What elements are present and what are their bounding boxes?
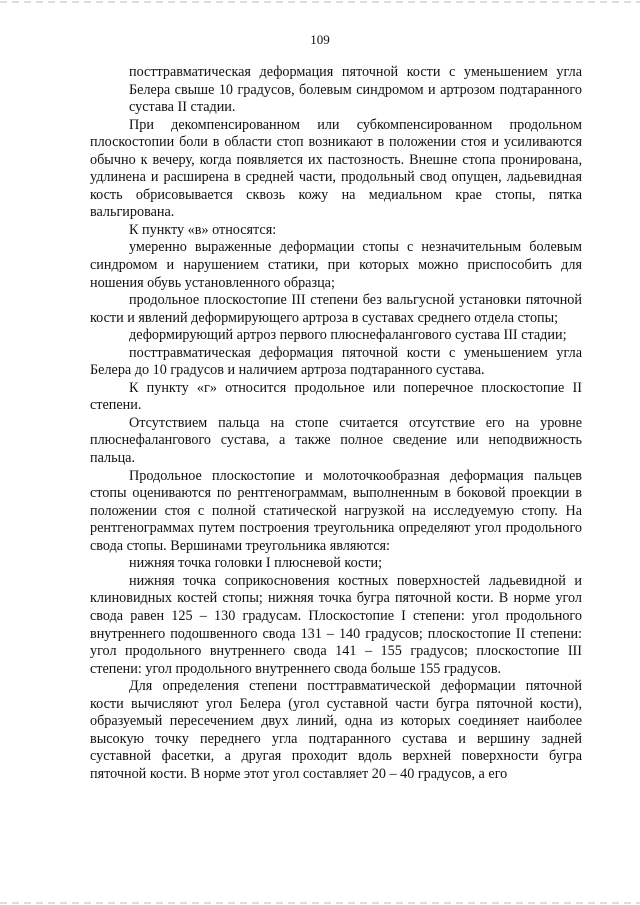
paragraph: Для определения степени посттравматической деформации пяточной кости вычисляют угол Белера (угол суставной части бугра пяточной кости), образуемый пересечением двух линий, одна из которых соединяет наиболее высокую точку переднего угла подтаранного сустава и вершину задней суставной фасетки, а другая проходит вдоль верхней поверхности бугра пяточной кости. В норме этот угол составляет 20 – 40 градусов, а его (90, 678, 582, 782)
paragraph: посттравматическая деформация пяточной кости с уменьшением угла Белера свыше 10 градусов, болевым синдромом и артрозом подтаранного сустава II стадии. (129, 64, 582, 116)
paragraph: При декомпенсированном или субкомпенсированном продольном плоскостопии боли в области стоп возникают в положении стоя и усиливаются обычно к вечеру, когда появляется их пастозность. Внешне стопа пронирована, удлинена и расширена в средней части, продольный свод опущен, ладьевидная кость обрисовывается сквозь кожу на медиальном крае стопы, пятка вальгирована. (90, 116, 582, 221)
paragraph: нижняя точка головки I плюсневой кости; (129, 555, 383, 572)
page-number: 109 (310, 32, 330, 47)
body-text (90, 64, 582, 783)
paragraph: К пункту «в» относятся: (129, 221, 277, 238)
paragraph: Продольное плоскостопие и молоточкообразная деформация пальцев стопы оцениваются по рентгенограммам, выполненным в боковой проекции в положении стоя с полной статической нагрузкой на исследуемую стопу. На рентгенограммах путем построения треугольника определяют угол продольного свода стопы. Вершинами треугольника являются: (90, 467, 582, 554)
paragraph: умеренно выраженные деформации стопы с незначительным болевым синдромом и нарушением статики, при которых можно приспособить для ношения обувь установленного образца; (90, 239, 582, 291)
paragraph: Отсутствием пальца на стопе считается отсутствие его на уровне плюснефалангового сустава, а также полное сведение или неподвижность пальца. (90, 414, 582, 467)
paragraph: продольное плоскостопие III степени без вальгусной установки пяточной кости и явлений деформирующего артроза в суставах среднего отдела стопы; (90, 292, 582, 326)
scan-edge-bottom (0, 902, 640, 904)
scan-edge-top (0, 1, 640, 3)
paragraph: К пункту «г» относится продольное или поперечное плоскостопие II степени. (90, 379, 582, 414)
paragraph: деформирующий артроз первого плюснефалангового сустава III стадии; (129, 327, 567, 344)
paragraph: посттравматическая деформация пяточной кости с уменьшением угла Белера до 10 градусов и наличием артроза подтаранного сустава. (90, 344, 582, 379)
paragraph: нижняя точка соприкосновения костных поверхностей ладьевидной и клиновидных костей стопы; нижняя точка бугра пяточной кости. В норме угол свода равен 125 – 130 градусам. Плоскостопие I степени: угол продольного внутреннего подошвенного свода 131 – 140 градусов; плоскостопие II степени: угол продольного внутреннего свода 141 – 155 градусов; плоскостопие III степени: угол продольного внутреннего свода больше 155 градусов. (90, 572, 582, 677)
